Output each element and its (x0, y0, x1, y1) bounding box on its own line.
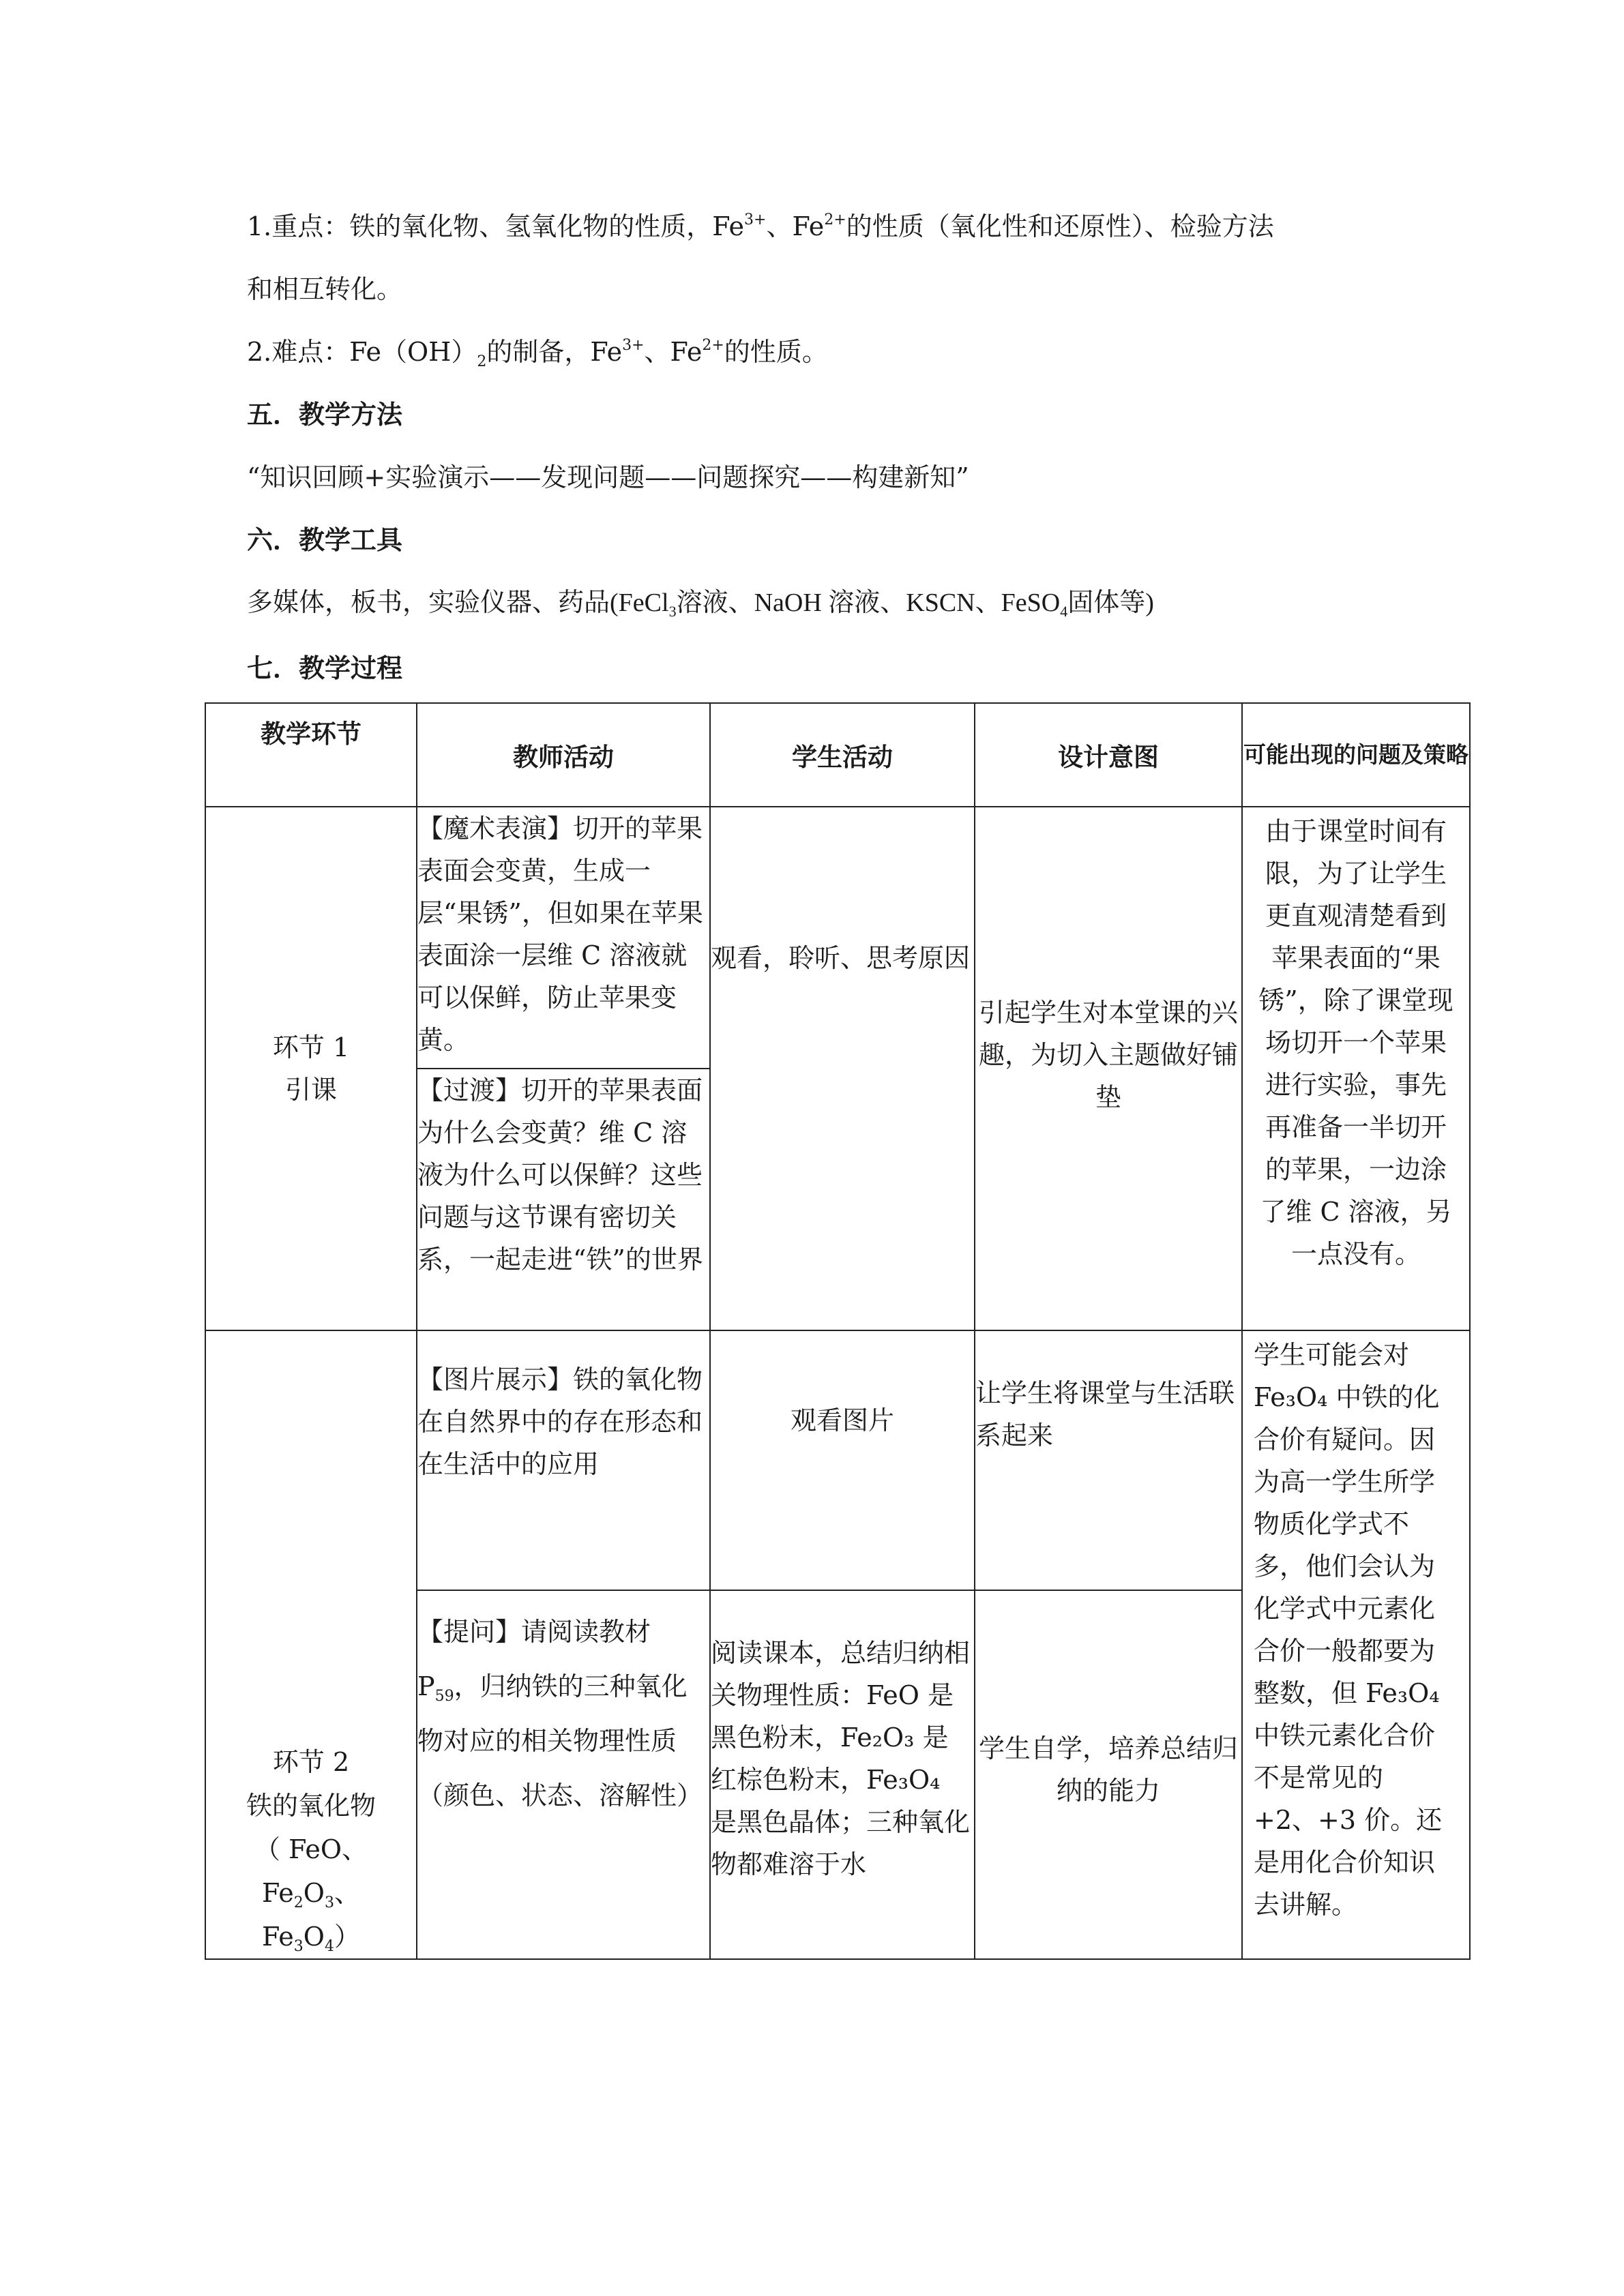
teacher-activity-transition: 【过渡】切开的苹果表面为什么会变黄？维 C 溶液为什么可以保鲜？这些问题与这节课有密切关系，一起走进“铁”的世界 (417, 1069, 710, 1330)
table-header-row (205, 703, 1470, 807)
teaching-tools-text: 多媒体，板书，实验仪器、药品(FeCl$_3$溶液、NaOH 溶液、KSCN、FeSO$_4$固体等) (247, 588, 1154, 620)
stage-fe2o3: $Fe_2O_3$、 (262, 1878, 360, 1911)
section-7-heading: 七．教学过程 (247, 653, 403, 683)
section-5-heading: 五．教学方法 (247, 400, 403, 430)
strategy-cell-1: 由于课堂时间有限，为了让学生更直观清楚看到苹果表面的“果锈”，除了课堂现场切开一个苹果进行实验，事先再准备一半切开的苹果，一边涂了维 C 溶液，另一点没有。 (1242, 807, 1470, 1330)
design-intent-reading: 学生自学，培养总结归纳的能力 (975, 1590, 1242, 1959)
teacher-activity-magic: 【魔术表演】切开的苹果表面会变黄，生成一层“果锈”，但如果在苹果表面涂一层维 C 溶液就可以保鲜，防止苹果变黄。 (417, 807, 710, 1069)
teacher-activity-pictures: 【图片展示】铁的氧化物在自然界中的存在形态和在生活中的应用 (417, 1330, 710, 1590)
difficulties-line: 2.难点：$Fe(OH)_2$的制备，$Fe^{3+}$、$Fe^{2+}$的性质。 (247, 337, 828, 370)
student-activity-reading: 阅读课本，总结归纳相关物理性质：FeO 是黑色粉末，Fe₂O₃ 是红棕色粉末，Fe₃O₄ 是黑色晶体；三种氧化物都难溶于水 (710, 1590, 975, 1959)
stage-fe3o4: $Fe_3O_4$） (262, 1922, 360, 1955)
key-points-line-1: 1.重点：铁的氧化物、氢氧化物的性质，$Fe^{3+}$、$Fe^{2+}$的性质（氧化性和还原性）、检验方法 (247, 211, 1274, 241)
stage-cell-2: 环节 2 铁的氧化物 （ FeO、 $Fe_2O_3$、 $Fe_3O_4$） (205, 1330, 417, 1959)
header-stage: 教学环节 (205, 703, 417, 807)
header-problems-strategy: 可能出现的问题及策略 (1242, 703, 1470, 807)
student-activity-cell: 观看，聆听、思考原因 (710, 807, 975, 1330)
design-intent-cell: 引起学生对本堂课的兴趣，为切入主题做好铺垫 (975, 807, 1242, 1330)
strategy-cell-2: 学生可能会对 Fe₃O₄ 中铁的化合价有疑问。因为高一学生所学物质化学式不多，他们会认为化学式中元素化合价一般都要为整数，但 Fe₃O₄ 中铁元素化合价不是常见的+2、+3 价。还是用化合价知识去讲解。 (1242, 1330, 1470, 1959)
design-intent-pictures: 让学生将课堂与生活联系起来 (975, 1330, 1242, 1590)
stage-cell-1: 环节 1 引课 (205, 807, 417, 1330)
header-student-activity: 学生活动 (710, 703, 975, 807)
teaching-process-table (205, 702, 1471, 1960)
teaching-method-text: “知识回顾+实验演示——发现问题——问题探究——构建新知” (247, 462, 969, 492)
header-teacher-activity: 教师活动 (417, 703, 710, 807)
student-activity-pictures: 观看图片 (710, 1330, 975, 1590)
header-design-intent: 设计意图 (975, 703, 1242, 807)
table-row (205, 1330, 1470, 1590)
table-row (205, 807, 1470, 1069)
section-6-heading: 六．教学工具 (247, 525, 403, 555)
teacher-activity-question: 【提问】请阅读教材$P_{59}$，归纳铁的三种氧化物对应的相关物理性质（颜色、状态、溶解性） (417, 1590, 710, 1959)
key-points-line-2: 和相互转化。 (247, 274, 403, 304)
